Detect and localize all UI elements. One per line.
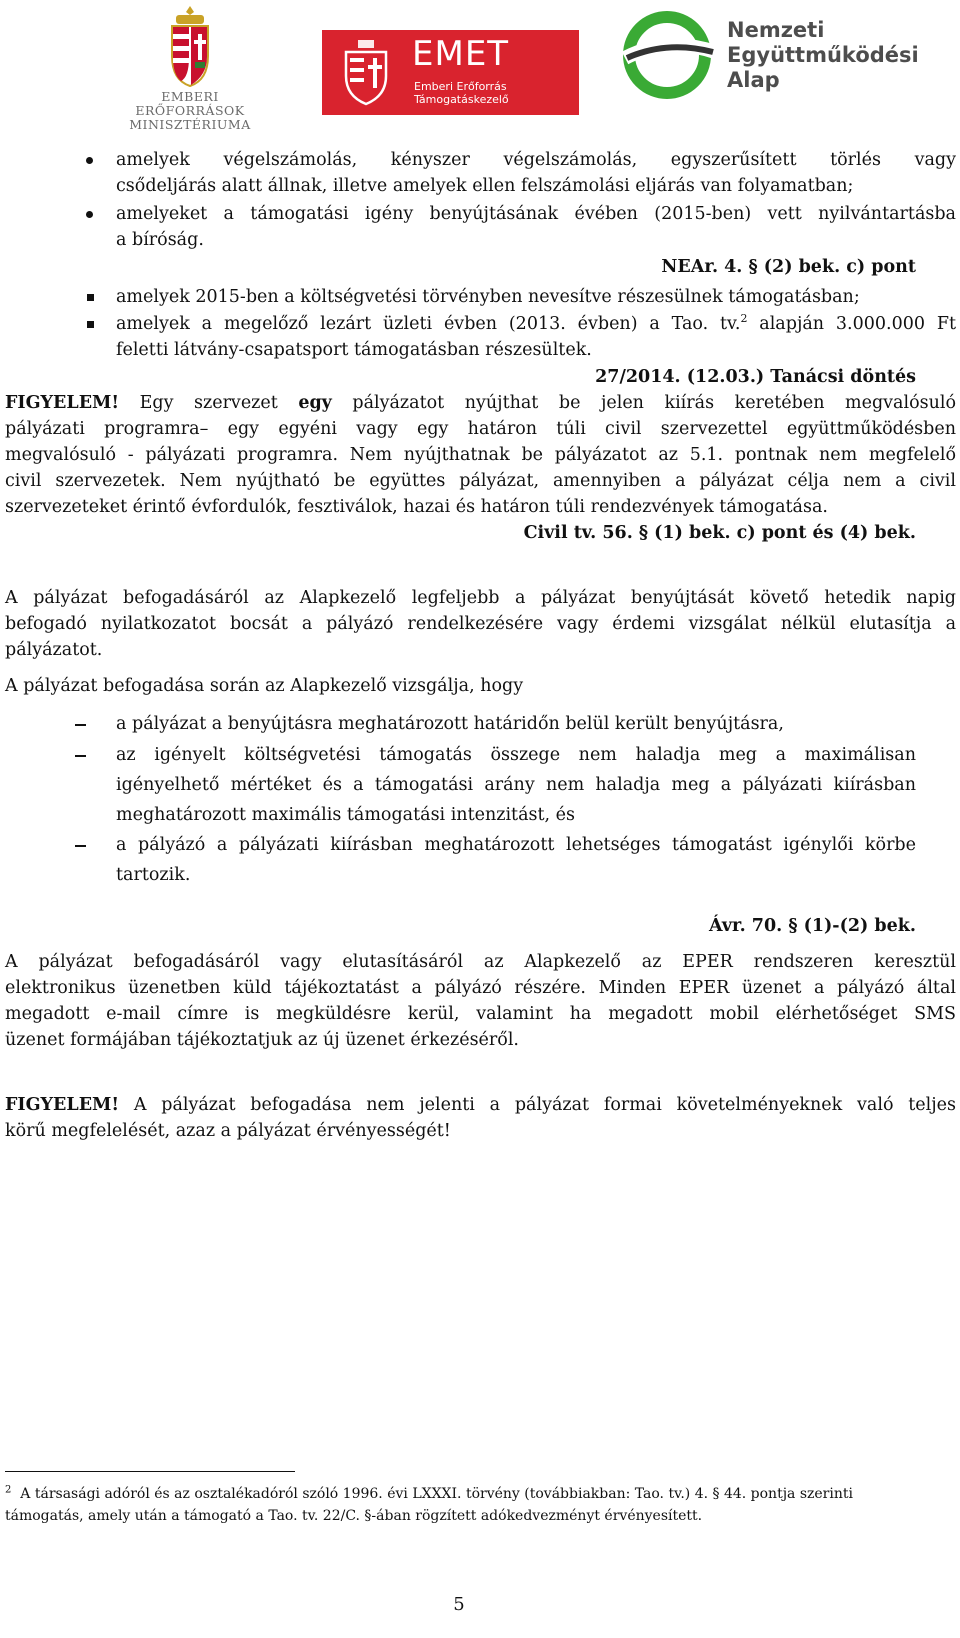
emet-title: EMET: [412, 34, 510, 74]
dash-bullet-icon: [75, 724, 86, 726]
ministry-name-line2: MINISZTÉRIUMA: [129, 117, 251, 132]
emet-crest-icon: [336, 38, 396, 108]
bullet-2-line-2: a bíróság.: [116, 230, 204, 250]
footnote-number: 2: [5, 1484, 12, 1496]
bullet-square-icon: [87, 294, 94, 301]
dash-item-3-line-2: tartozik.: [116, 865, 191, 885]
para-3-line-4: üzenet formájában tájékoztatjuk az új üzenet érkezéséről.: [5, 1030, 519, 1050]
dash-bullet-icon: [75, 755, 86, 757]
para-3-line-3: megadott e-mail címre is megküldésre kerül, valamint ha megadott mobil elérhetőséget SMS: [5, 1004, 956, 1024]
footnote-ref[interactable]: 2: [740, 312, 748, 326]
page-number: 5: [453, 1594, 465, 1615]
coat-of-arms-icon: [167, 4, 213, 88]
footnote-text-1: A társasági adóról és az osztalékadóról szóló 1996. évi LXXXI. törvény (továbbiakban: Tao. tv.) 4. § 44. pontja szerinti: [20, 1486, 853, 1502]
emet-logo: [322, 30, 579, 115]
square-item-2-line-2: feletti látvány-csapatsport támogatásban részesültek.: [116, 340, 592, 360]
bullet-square-icon: [87, 321, 94, 328]
ministry-name: [110, 90, 270, 132]
nea-logo: [617, 10, 937, 100]
nea-name-line2: Együttműködési: [727, 43, 919, 67]
footnote-divider: [5, 1471, 295, 1472]
bullet-1-line-1: amelyek végelszámolás, kényszer végelszámolás, egyszerűsített törlés vagy: [116, 150, 956, 170]
bullet-dot-icon: [86, 211, 93, 218]
notice-2-text: A pályázat befogadása nem jelenti a pályázat formai követelményeknek való teljes: [119, 1095, 956, 1115]
para-3-line-1: A pályázat befogadásáról vagy elutasításáról az Alapkezelő az EPER rendszeren keresztül: [5, 952, 956, 972]
square-item-1: amelyek 2015-ben a költségvetési törvényben nevesítve részesülnek támogatásban;: [116, 287, 860, 307]
bullet-2-line-1: amelyeket a támogatási igény benyújtásának évében (2015-ben) vett nyilvántartásba: [116, 204, 956, 224]
nea-name: [727, 18, 919, 93]
emet-subtitle-line2: Támogatáskezelő: [414, 93, 509, 106]
legal-reference-near: NEAr. 4. § (2) bek. c) pont: [661, 257, 916, 277]
legal-reference-civil: Civil tv. 56. § (1) bek. c) pont és (4) bek.: [523, 523, 916, 543]
emet-subtitle-line1: Emberi Erőforrás: [414, 80, 507, 93]
ministry-name-line1: EMBERI ERŐFORRÁSOK: [135, 89, 245, 118]
para-2: A pályázat befogadása során az Alapkezelő vizsgálja, hogy: [5, 676, 524, 696]
nea-name-line3: Alap: [727, 68, 780, 92]
dash-item-3-line-1: a pályázó a pályázati kiírásban meghatározott lehetséges támogatást igénylői körbe: [116, 835, 916, 855]
nea-ring-icon: [617, 10, 721, 100]
legal-reference-avr: Ávr. 70. § (1)-(2) bek.: [708, 916, 916, 936]
footnote-line-1: [5, 1483, 956, 1505]
para-3-line-2: elektronikus üzenetben küld tájékoztatást a pályázó részére. Minden EPER üzenet a pályázó által: [5, 978, 956, 998]
square-item-2-line-1: [116, 311, 956, 337]
para-1-line-3: pályázatot.: [5, 640, 103, 660]
notice-2-line-1: [5, 1092, 956, 1118]
dash-bullet-icon: [75, 845, 86, 847]
notice-1-line-4: civil szervezetek. Nem nyújtható be együttes pályázat, amennyiben a pályázat célja nem a civil: [5, 471, 956, 491]
dash-item-1: a pályázat a benyújtásra meghatározott határidőn belül került benyújtásra,: [116, 714, 784, 734]
para-1-line-1: A pályázat befogadásáról az Alapkezelő legfeljebb a pályázat benyújtását követő hetedik napig: [5, 588, 956, 608]
bullet-dot-icon: [86, 157, 93, 164]
ministry-logo: [110, 4, 270, 132]
footnote-line-2: támogatás, amely után a támogató a Tao. tv. 22/C. §-ában rögzített adókedvezményt érvényesített.: [5, 1508, 703, 1524]
nea-name-line1: Nemzeti: [727, 18, 825, 42]
notice-1-line-5: szervezeteket érintő évfordulók, fesztiválok, hazai és határon túli rendezvények támogatása.: [5, 497, 828, 517]
para-1-line-2: befogadó nyilatkozatot bocsát a pályázó rendelkezésére vagy érdemi vizsgálat nélkül elutasítja a: [5, 614, 956, 634]
square-item-2-amount: alapján 3.000.000 Ft: [747, 314, 956, 334]
notice-1-line-2: pályázati programra– egy egyéni vagy egy határon túli civil szervezettel együttműködésben: [5, 419, 956, 439]
notice-2-line-2: körű megfelelését, azaz a pályázat érvényességét!: [5, 1121, 451, 1141]
notice-1-text-b: pályázatot nyújthat be jelen kiírás keretében megvalósuló: [331, 393, 956, 413]
dash-item-2-line-3: meghatározott maximális támogatási intenzitást, és: [116, 805, 575, 825]
notice-1-emphasis: egy: [298, 393, 332, 413]
emet-subtitle: [414, 80, 509, 106]
square-item-2-text: amelyek a megelőző lezárt üzleti évben (2013. évben) a Tao. tv.: [116, 314, 741, 334]
notice-label: FIGYELEM!: [5, 393, 120, 413]
notice-1-line-3: megvalósuló - pályázati programra. Nem nyújthatnak be pályázatot az 5.1. pontnak nem megfelelő: [5, 445, 956, 465]
bullet-1-line-2: csődeljárás alatt állnak, illetve amelyek ellen felszámolási eljárás van folyamatban;: [116, 176, 854, 196]
dash-item-2-line-2: igényelhető mértéket és a támogatási arány nem haladja meg a pályázati kiírásban: [116, 775, 916, 795]
dash-item-2-line-1: az igényelt költségvetési támogatás összege nem haladja meg a maximálisan: [116, 745, 916, 765]
notice-label: FIGYELEM!: [5, 1095, 120, 1115]
notice-1-text-a: Egy szervezet: [119, 393, 299, 413]
notice-1-line-1: [5, 390, 956, 416]
legal-reference-council: 27/2014. (12.03.) Tanácsi döntés: [595, 367, 916, 387]
